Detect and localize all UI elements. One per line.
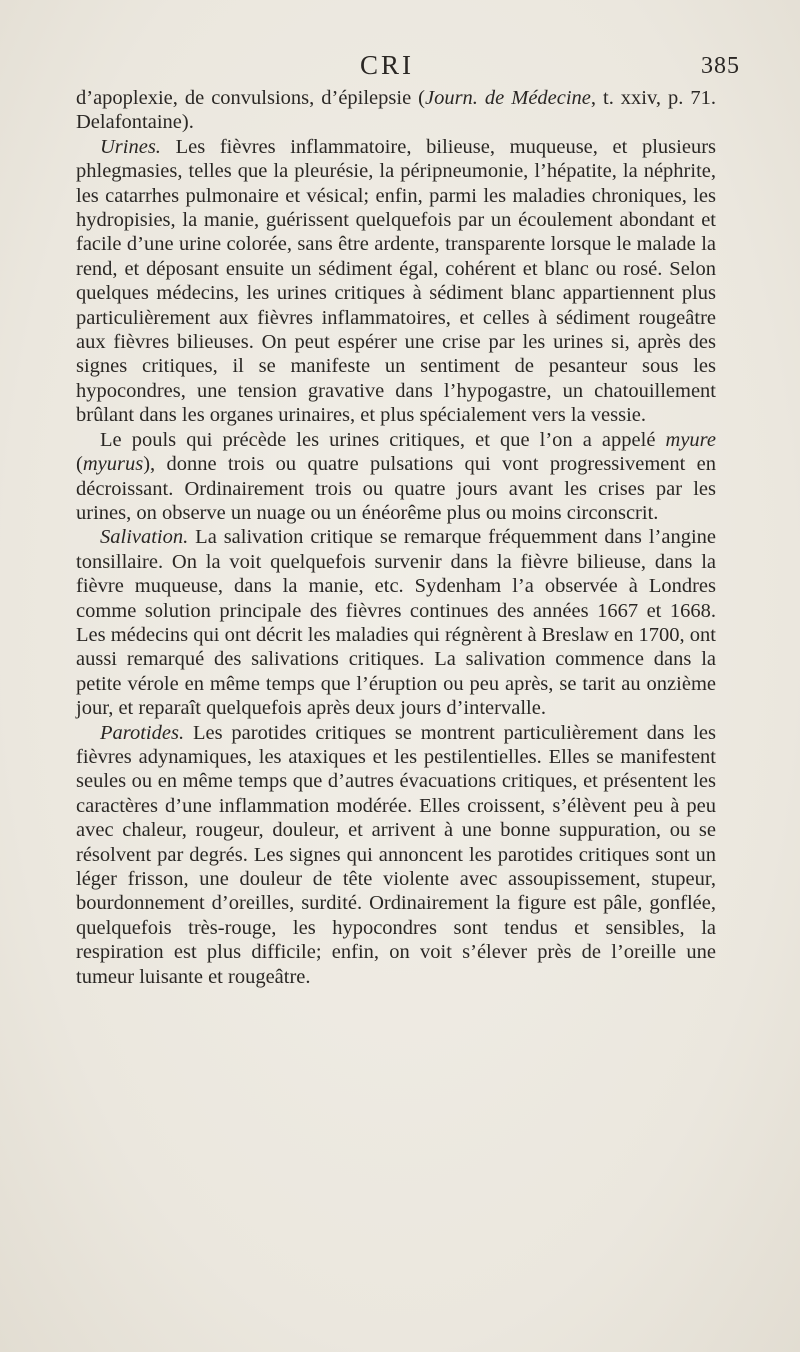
paragraph-pouls	[76, 428, 716, 526]
term-myurus: myurus	[82, 453, 144, 476]
paragraph-parotides	[76, 721, 716, 989]
text-run: , t. xxiv, p. 71. Delafontaine).	[76, 87, 716, 134]
term-myure: myure	[665, 428, 716, 451]
paragraph-salivation	[76, 525, 716, 720]
paragraph-urines	[76, 135, 716, 428]
section-term-urines: Urines.	[100, 135, 161, 158]
page-header	[76, 50, 740, 86]
text-run: d’apoplexie, de convulsions, d’épilepsie (	[76, 87, 425, 109]
section-term-parotides: Parotides.	[100, 721, 185, 744]
running-head: CRI	[360, 50, 415, 80]
text-run: (	[76, 453, 83, 476]
text-run: La salivation critique se remarque fréquemment dans l’angine tonsillaire. On la voit quelquefois survenir dans la fièvre bilieuse, dans la fièvre muqueuse, dans la manie, etc. Sydenham l’a observée à Londres comme solution principale des fièvres continues des années 1667 et 1668. Les médecins qui ont décrit les maladies qui régnèrent à Breslaw en 1700, ont aussi remarqué des salivations critiques. La salivation commence dans la petite vérole en même temps que l’éruption ou peu après, se tarit au onzième jour, et reparaît quelquefois après deux jours d’intervalle.	[76, 526, 716, 720]
text-run: Les parotides critiques se montrent particulièrement dans les fièvres adynamiques, les ataxiques et les pestilentielles. Elles se manifestent seules ou en même temps que d’autres évacuations critiques, et présentent les caractères d’une inflammation modérée. Elles croissent, s’élèvent peu à peu avec chaleur, rougeur, douleur, et arrivent à une bonne suppuration, ou se résolvent par degrés. Les signes qui annoncent les parotides critiques sont un léger frisson, une douleur de tête violente avec assoupissement, stupeur, bourdonnement d’oreilles, surdité. Ordinairement la figure est pâle, gonflée, quelquefois très-rouge, les hypocondres sont tendus et sensibles, la respiration est plus difficile; enfin, on voit s’élever près de l’oreille une tumeur luisante et rougeâtre.	[76, 721, 716, 988]
text-run: ), donne trois ou quatre pulsations qui vont progressivement en décroissant. Ordinairement trois ou quatre jours avant les crises par les urines, on observe un nuage ou un énéorême plus ou moins circonscrit.	[76, 453, 716, 524]
paragraph-continuation	[76, 86, 716, 135]
journal-title: Journ. de Médecine	[424, 87, 591, 109]
text-run: Les fièvres inflammatoire, bilieuse, muqueuse, et plusieurs phlegmasies, telles que la pleurésie, la péripneumonie, l’hépatite, la néphrite, les catarrhes pulmonaire et vésical; enfin, parmi les maladies chroniques, les hydropisies, la manie, guérissent quelquefois par un écoulement abondant et facile d’une urine colorée, sans être ardente, transparente lorsque le malade la rend, et déposant ensuite un sédiment égal, cohérent et blanc ou rosé. Selon quelques médecins, les urines critiques à sédiment blanc appartiennent plus particulièrement aux fièvres inflammatoires, et celles à sédiment rougeâtre aux fièvres bilieuses. On peut espérer une crise par les urines si, après des signes critiques, il se manifeste un sentiment de pesanteur sous les hypocondres, une tension gravative dans l’hypogastre, un chatouillement brûlant dans les organes urinaires, et plus spécialement vers la vessie.	[76, 135, 716, 427]
text-run: Le pouls qui précède les urines critiques, et que l’on a appelé	[100, 428, 666, 451]
page-number: 385	[701, 53, 740, 79]
body-text	[76, 86, 716, 989]
section-term-salivation: Salivation.	[100, 526, 189, 549]
